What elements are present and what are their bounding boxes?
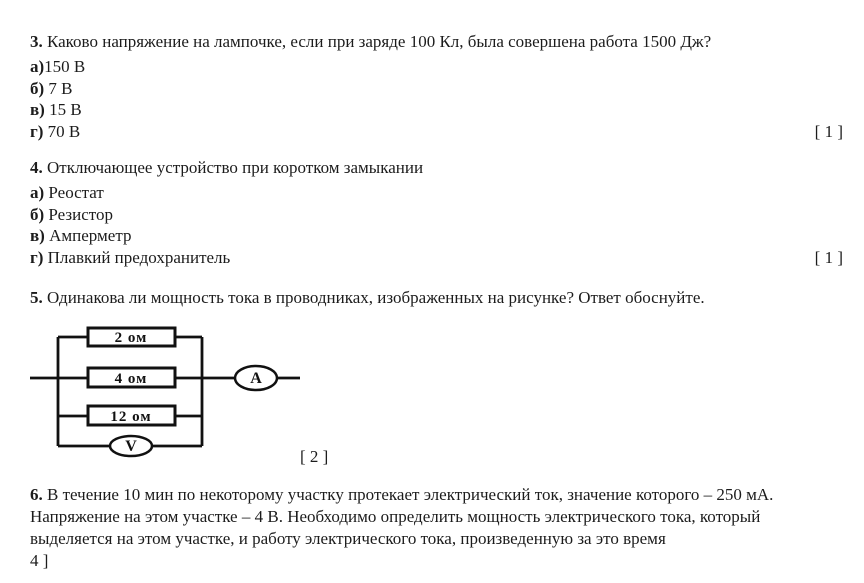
question-3-option-b: [30, 78, 843, 100]
question-6-line-1: [30, 484, 843, 506]
question-4-points-badge: [ 1 ]: [814, 247, 843, 267]
question-3-option-v: [30, 99, 843, 121]
question-4-option-a: [30, 182, 843, 204]
question-6-number: 6.: [30, 485, 43, 504]
question-3: [30, 31, 843, 142]
question-4-number: 4.: [30, 158, 43, 177]
question-4-option-v: [30, 225, 843, 247]
option-text: 150 В: [44, 57, 86, 76]
question-6-line-3: выделяется на этом участке, и работу электрического тока, произведенную за это время: [30, 529, 666, 548]
option-letter: б): [30, 78, 45, 98]
question-4-options: [30, 182, 843, 268]
option-text: Резистор: [44, 204, 113, 224]
resistor-4-ohm-label: 4 ом: [114, 371, 148, 387]
question-3-number: 3.: [30, 32, 43, 51]
question-6-text-1: В течение 10 мин по некоторому участку протекает электрический ток, значение которого – 250 мА.: [42, 485, 774, 504]
question-5-text-line: [30, 287, 843, 309]
circuit-figure: [30, 325, 370, 470]
voltmeter-label: V: [125, 438, 137, 455]
option-text: Амперметр: [44, 226, 132, 245]
question-5-text: Одинакова ли мощность тока в проводниках, изображенных на рисунке? Ответ обоснуйте.: [42, 288, 705, 307]
question-4-last-row: [30, 247, 843, 269]
question-6-line-2: Напряжение на этом участке – 4 В. Необходимо определить мощность электрического тока, который: [30, 507, 761, 526]
question-5-points-badge: [ 2 ]: [300, 447, 329, 466]
option-text: 15 В: [44, 100, 82, 119]
option-letter: а): [30, 183, 45, 202]
question-4-text-line: [30, 157, 843, 179]
question-3-option-a: [30, 56, 843, 78]
resistor-2-ohm-label: 2 ом: [114, 330, 148, 346]
option-letter: в): [30, 226, 45, 245]
question-3-option-g: [30, 121, 80, 143]
question-3-last-row: [30, 121, 843, 143]
question-5: [30, 287, 843, 470]
option-letter: в): [30, 100, 45, 119]
option-text: Плавкий предохранитель: [43, 247, 231, 267]
question-3-text: Каково напряжение на лампочке, если при заряде 100 Кл, была совершена работа 1500 Дж?: [42, 32, 712, 51]
option-letter: б): [30, 204, 45, 224]
option-text: 70 В: [43, 121, 81, 141]
question-4: [30, 157, 843, 268]
question-6-points-badge: 4 ]: [30, 551, 49, 570]
question-3-options: [30, 56, 843, 142]
question-4-option-b: [30, 204, 843, 226]
option-letter: а): [30, 57, 45, 76]
ammeter-label: A: [250, 370, 262, 387]
question-5-number: 5.: [30, 288, 43, 307]
option-letter: г): [30, 121, 44, 141]
question-4-option-g: [30, 247, 230, 269]
question-6: [30, 484, 843, 572]
option-text: 7 В: [44, 78, 73, 98]
option-text: Реостат: [44, 183, 104, 202]
question-4-text: Отключающее устройство при коротком замыкании: [42, 158, 424, 177]
circuit-diagram: [30, 325, 340, 470]
resistor-12-ohm-label: 12 ом: [110, 409, 152, 425]
question-3-text-line: [30, 31, 843, 53]
question-3-points-badge: [ 1 ]: [814, 121, 843, 141]
option-letter: г): [30, 247, 44, 267]
